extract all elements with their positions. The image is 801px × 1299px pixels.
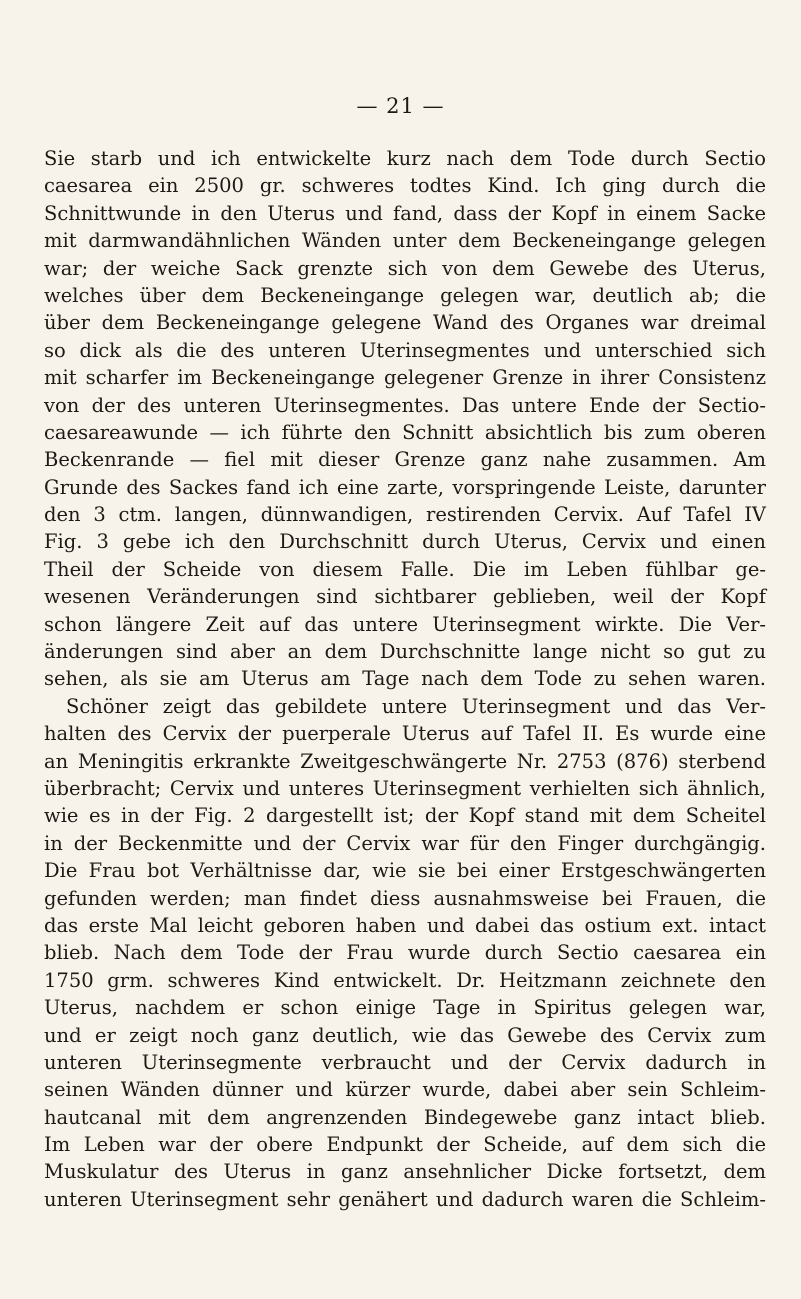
text-line: halten des Cervix der puerperale Uterus auf Tafel II. Es wurde eine — [44, 722, 766, 746]
text-line: wesenen Veränderungen sind sichtbarer geblieben, weil der Kopf — [44, 585, 766, 609]
text-line: Fig. 3 gebe ich den Durchschnitt durch Uterus, Cervix und einen — [44, 530, 766, 554]
text-line: Im Leben war der obere Endpunkt der Scheide, auf dem sich die — [44, 1133, 766, 1157]
text-line: wie es in der Fig. 2 dargestellt ist; der Kopf stand mit dem Scheitel — [44, 804, 766, 828]
text-line: Sie starb und ich entwickelte kurz nach dem Tode durch Sectio — [44, 147, 766, 170]
text-line: sehen, als sie am Uterus am Tage nach dem Tode zu sehen waren. — [44, 667, 766, 691]
text-line: unteren Uterinsegmente verbraucht und der Cervix dadurch in — [44, 1050, 766, 1074]
text-line: an Meningitis erkrankte Zweitgeschwängerte Nr. 2753 (876) sterbend — [44, 749, 766, 773]
text-line: war; der weiche Sack grenzte sich von dem Gewebe des Uterus, — [44, 256, 766, 280]
text-line: von der des unteren Uterinsegmentes. Das untere Ende der Sectio- — [44, 393, 766, 417]
text-line: Die Frau bot Verhältnisse dar, wie sie bei einer Erstgeschwängerten — [44, 859, 766, 883]
text-line: Schnittwunde in den Uterus und fand, dass der Kopf in einem Sacke — [44, 201, 766, 225]
text-line: und er zeigt noch ganz deutlich, wie das Gewebe des Cervix zum — [44, 1023, 766, 1047]
text-line: 1750 grm. schweres Kind entwickelt. Dr. Heitzmann zeichnete den — [44, 968, 766, 992]
text-line: schon längere Zeit auf das untere Uterinsegment wirkte. Die Ver- — [44, 612, 766, 636]
text-line: gefunden werden; man findet diess ausnahmsweise bei Frauen, die — [44, 886, 766, 910]
text-line: in der Beckenmitte und der Cervix war für den Finger durchgängig. — [44, 831, 766, 855]
text-line: caesarea ein 2500 gr. schweres todtes Kind. Ich ging durch die — [44, 174, 766, 198]
text-line: Grunde des Sackes fand ich eine zarte, vorspringende Leiste, darunter — [44, 475, 766, 499]
text-line: über dem Beckeneingange gelegene Wand des Organes war dreimal — [44, 311, 766, 335]
body-text — [44, 145, 766, 1213]
text-line: das erste Mal leicht geboren haben und dabei das ostium ext. intact — [44, 913, 766, 937]
text-line: welches über dem Beckeneingange gelegen war, deutlich ab; die — [44, 283, 766, 307]
text-line: den 3 ctm. langen, dünnwandigen, restirenden Cervix. Auf Tafel IV — [44, 503, 766, 527]
text-line: Theil der Scheide von diesem Falle. Die im Leben fühlbar ge- — [44, 557, 766, 581]
text-line: caesareawunde — ich führte den Schnitt absichtlich bis zum oberen — [44, 420, 766, 444]
page-number: — 21 — — [356, 94, 445, 118]
text-line: so dick als die des unteren Uterinsegmentes und unterschied sich — [44, 338, 766, 362]
text-line: überbracht; Cervix und unteres Uterinsegment verhielten sich ähnlich, — [44, 776, 766, 800]
text-line: änderungen sind aber an dem Durchschnitte lange nicht so gut zu — [44, 640, 766, 664]
text-line: mit darmwandähnlichen Wänden unter dem Beckeneingange gelegen — [44, 229, 766, 253]
text-line: Beckenrande — fiel mit dieser Grenze ganz nahe zusammen. Am — [44, 448, 766, 472]
text-line: Muskulatur des Uterus in ganz ansehnlicher Dicke fortsetzt, dem — [44, 1160, 766, 1184]
text-line: mit scharfer im Beckeneingange gelegener Grenze in ihrer Consistenz — [44, 366, 766, 390]
text-line: unteren Uterinsegment sehr genähert und dadurch waren die Schleim- — [44, 1187, 766, 1211]
text-line: seinen Wänden dünner und kürzer wurde, dabei aber sein Schleim- — [44, 1078, 766, 1102]
text-line: hautcanal mit dem angrenzenden Bindegewebe ganz intact blieb. — [44, 1105, 766, 1129]
text-line: Uterus, nachdem er schon einige Tage in Spiritus gelegen war, — [44, 996, 766, 1020]
paragraph-start-line: Schöner zeigt das gebildete untere Uterinsegment und das Ver- — [66, 694, 766, 718]
text-line: blieb. Nach dem Tode der Frau wurde durch Sectio caesarea ein — [44, 941, 766, 965]
